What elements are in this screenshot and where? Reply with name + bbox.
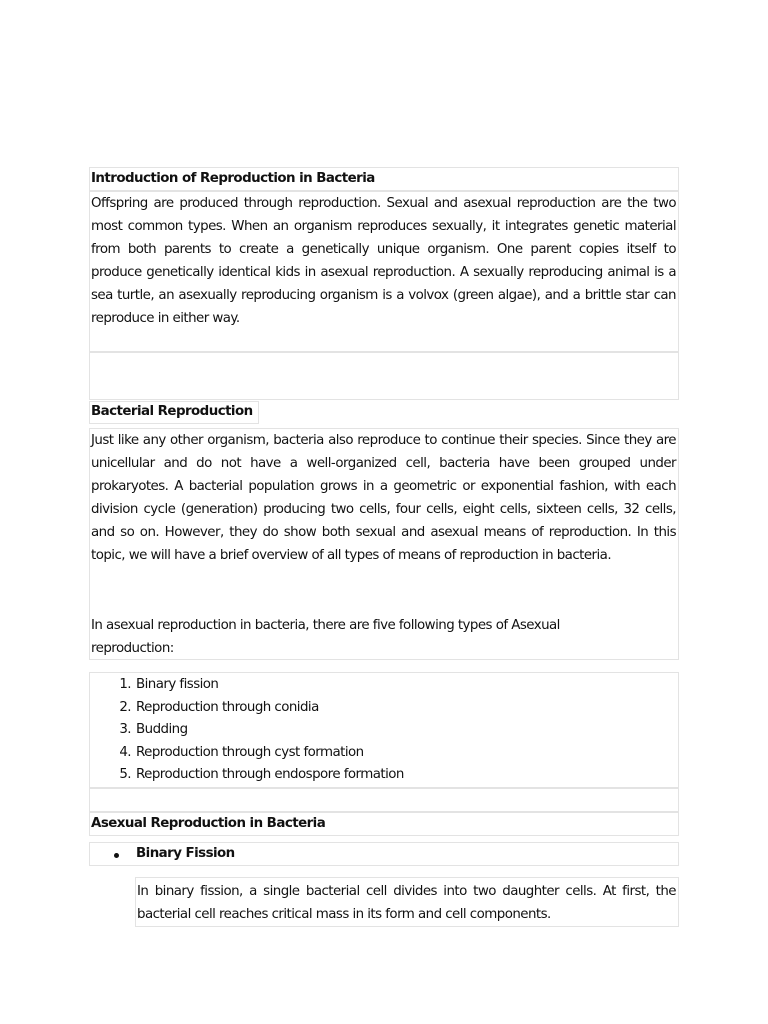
list-item-label: Reproduction through endospore formation [136, 767, 404, 783]
list-item-label: Reproduction through conidia [136, 699, 319, 715]
list-item-number: 4. [119, 744, 131, 760]
list-spacer-frame [89, 788, 679, 812]
list-item-label: Binary fission [136, 677, 219, 692]
list-item [91, 764, 676, 787]
asexual-types-list [91, 674, 676, 787]
list-item-number: 1. [119, 677, 131, 692]
binary-fission-subheading: Binary Fission [136, 846, 235, 861]
intro-paragraph: Offspring are produced through reproduction. Sexual and asexual reproduction are the two most common types. When an organism reproduces sexually, it integrates genetic material from both parents to create a genetically unique organism. One parent copies itself to produce genetically identical kids in asexual reproduction. A sexually reproducing animal is a sea turtle, an asexually reproducing organism is a volvox (green algae), and a brittle star can reproduce in either way. [91, 196, 676, 326]
list-item [91, 719, 676, 742]
bacterial-reproduction-paragraph: Just like any other organism, bacteria also reproduce to continue their species. Since they are unicellular and do not have a well-organized cell, bacteria have been grouped under prokaryotes. A bacterial population grows in a geometric or exponential fashion, with each division cycle (generation) producing two cells, four cells, eight cells, sixteen cells, 32 cells, and so on. However, they do show both sexual and asexual means of reproduction. In this topic, we will have a brief overview of all types of means of reproduction in bacteria. [91, 433, 676, 563]
intro-spacer-frame [89, 352, 679, 400]
list-item [91, 674, 676, 697]
intro-heading: Introduction of Reproduction in Bacteria [91, 171, 375, 186]
bacterial-reproduction-heading: Bacterial Reproduction [91, 404, 253, 419]
list-item [91, 742, 676, 765]
list-item-number: 2. [119, 699, 131, 715]
list-item-number: 3. [119, 722, 131, 738]
asexual-types-intro: In asexual reproduction in bacteria, there are five following types of Asexual reproduction: [91, 618, 560, 656]
list-item-number: 5. [119, 767, 131, 783]
bullet-icon [114, 853, 119, 858]
list-item-label: Reproduction through cyst formation [136, 744, 364, 760]
list-item-label: Budding [136, 722, 188, 738]
asexual-reproduction-heading: Asexual Reproduction in Bacteria [91, 816, 326, 831]
binary-fission-paragraph: In binary fission, a single bacterial cell divides into two daughter cells. At first, the bacterial cell reaches critical mass in its form and cell components. [137, 884, 676, 922]
list-item [91, 697, 676, 720]
